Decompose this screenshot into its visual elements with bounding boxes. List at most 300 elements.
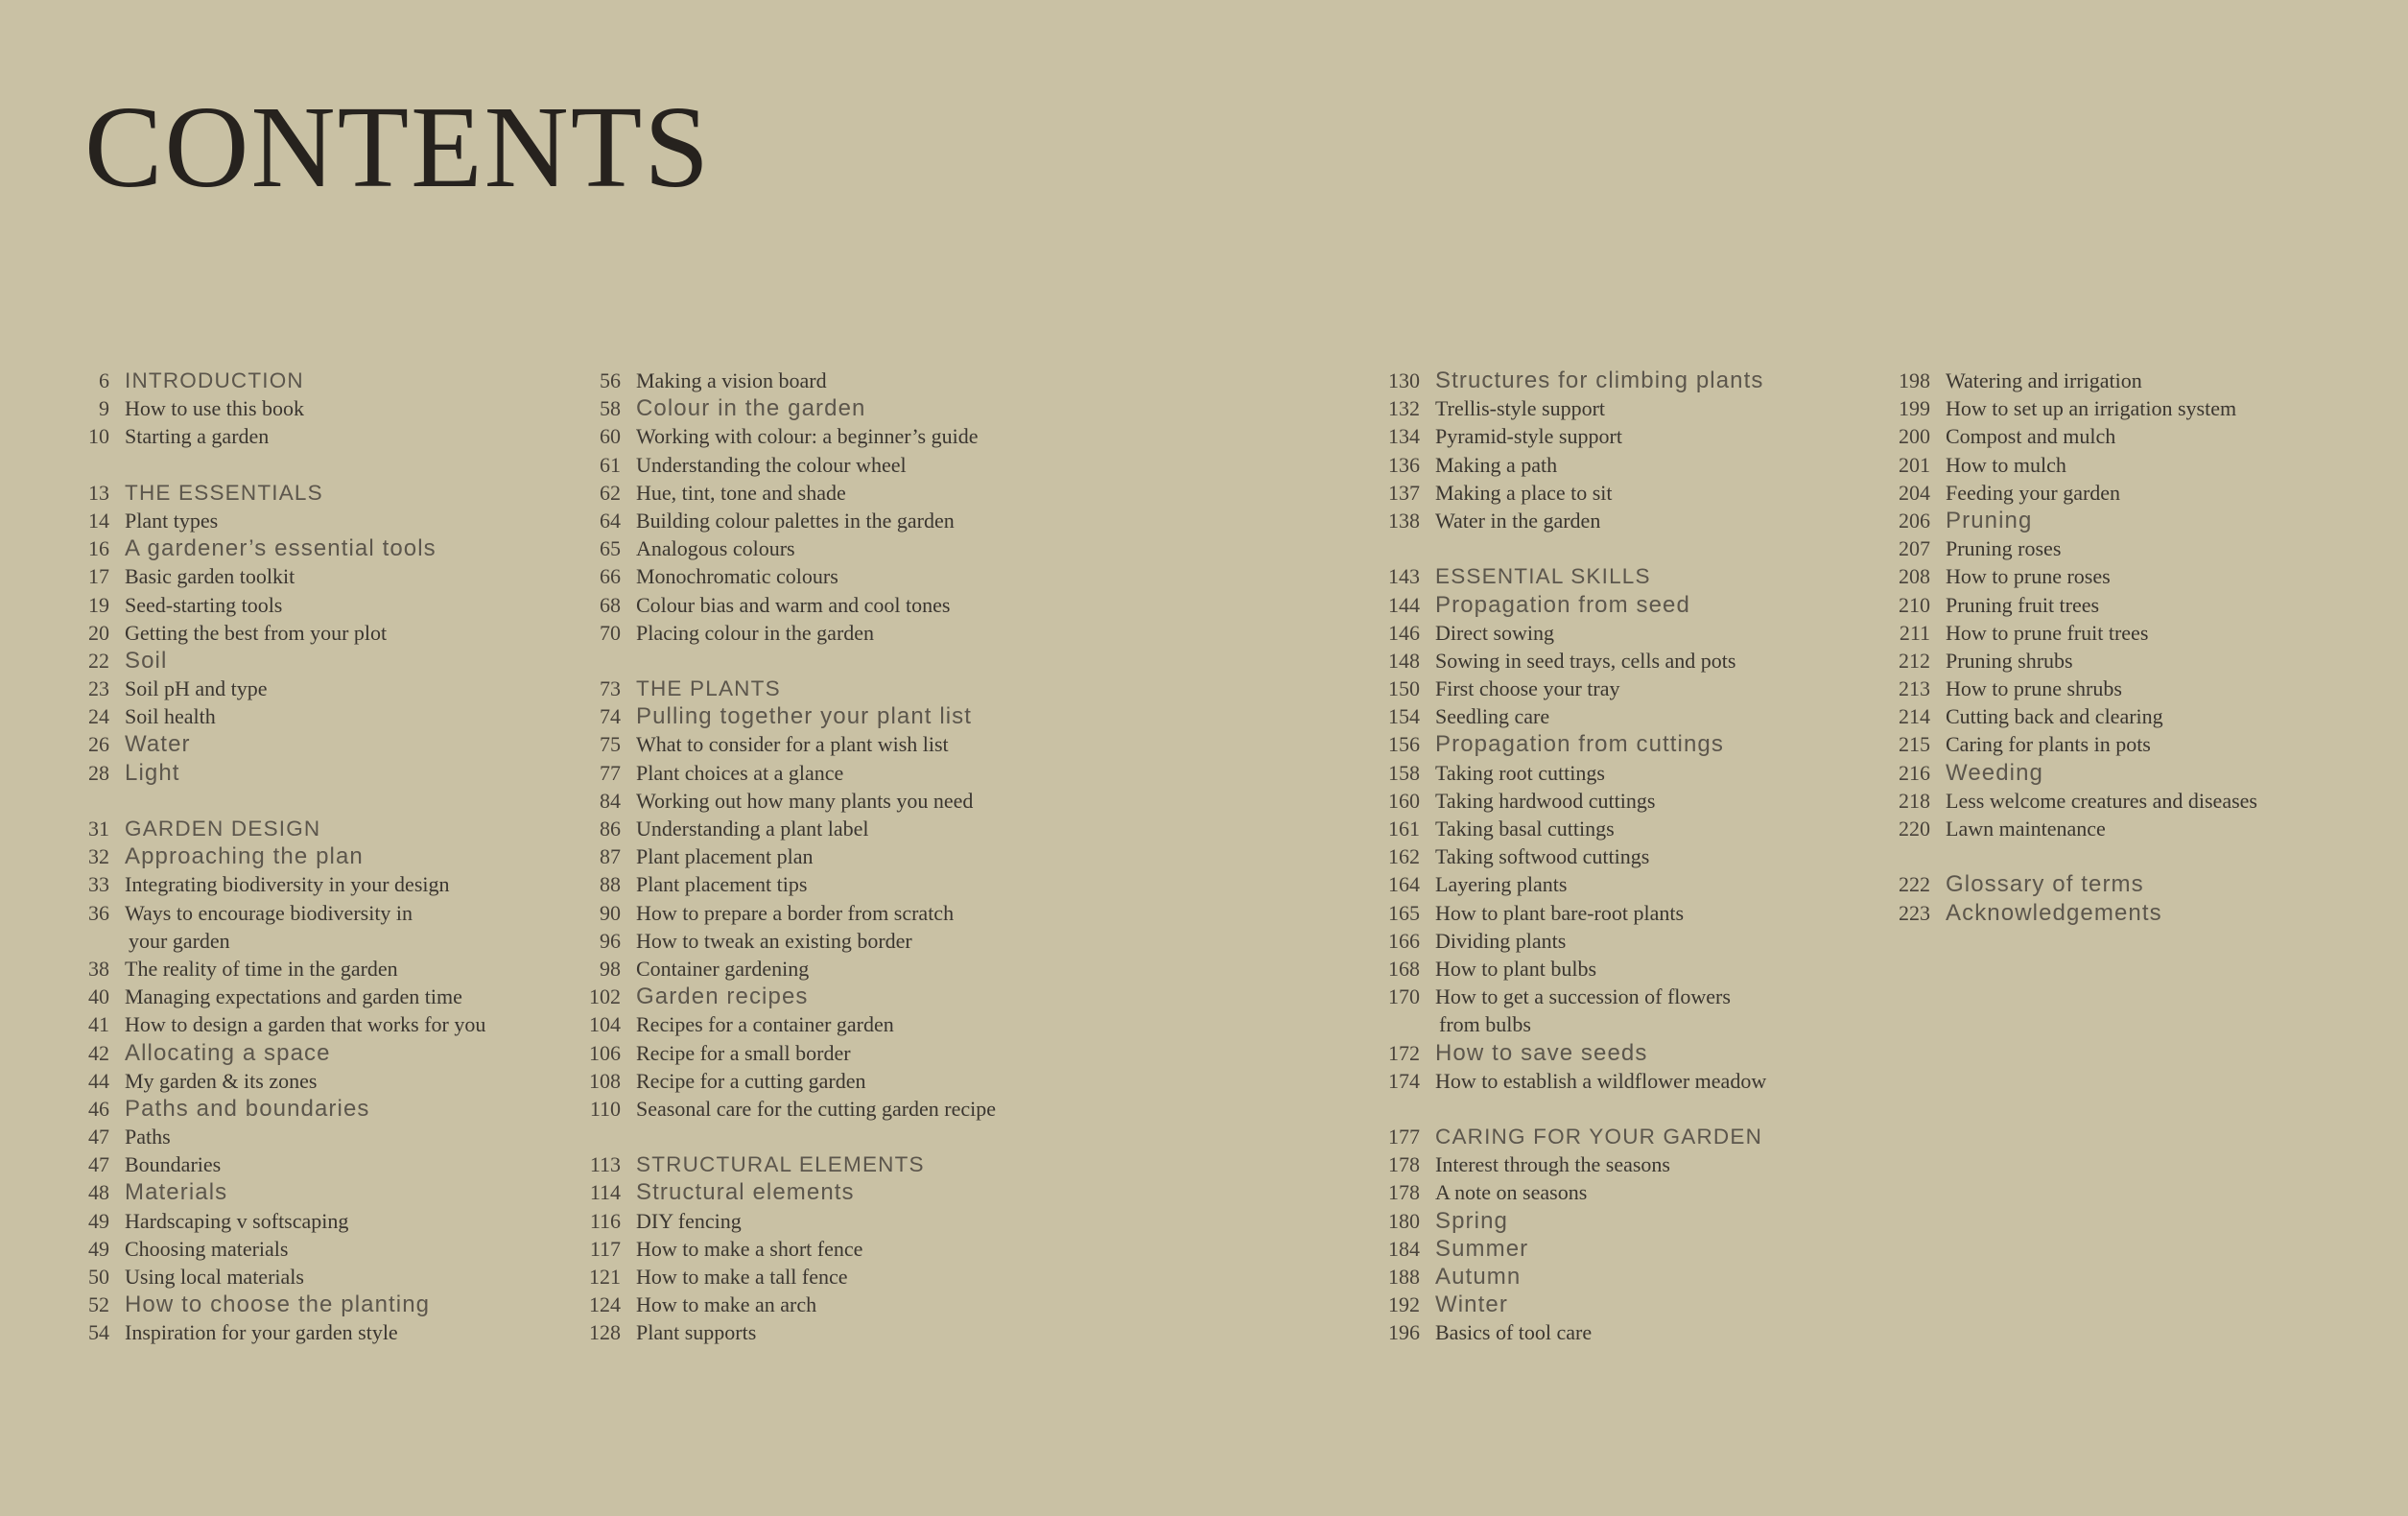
toc-page-number: 170 xyxy=(1388,984,1420,1009)
toc-entry[interactable] xyxy=(578,1207,1116,1235)
toc-page-number: 184 xyxy=(1388,1236,1420,1261)
toc-spacer xyxy=(1888,842,2408,870)
toc-entry[interactable] xyxy=(67,562,604,590)
toc-entry-label: Seed-starting tools xyxy=(125,592,283,617)
toc-page-number: 136 xyxy=(1388,452,1420,477)
toc-entry-continuation[interactable] xyxy=(1378,1010,1915,1038)
toc-page-number: 106 xyxy=(589,1040,621,1065)
toc-page-number: 24 xyxy=(88,704,109,729)
toc-spacer xyxy=(1378,534,1915,562)
toc-page-number: 222 xyxy=(1899,872,1930,897)
toc-page-number: 60 xyxy=(600,424,621,449)
toc-page-number: 66 xyxy=(600,564,621,589)
toc-entry[interactable] xyxy=(578,842,1116,870)
toc-heading: How to choose the planting xyxy=(125,1291,431,1318)
toc-section-title: THE PLANTS xyxy=(636,676,781,701)
toc-entry[interactable] xyxy=(578,591,1116,619)
toc-entry-label: Choosing materials xyxy=(125,1236,289,1261)
toc-entry[interactable] xyxy=(1888,675,2408,702)
toc-entry-label: How to make a tall fence xyxy=(636,1265,848,1289)
toc-entry-label: Plant placement tips xyxy=(636,872,808,897)
toc-entry[interactable] xyxy=(67,619,604,647)
toc-heading: Weeding xyxy=(1946,759,2043,786)
toc-page-number: 161 xyxy=(1388,817,1420,841)
toc-entry-continuation[interactable] xyxy=(67,927,604,955)
toc-entry-label: Plant placement plan xyxy=(636,844,814,869)
toc-page-number: 164 xyxy=(1388,872,1420,897)
toc-entry[interactable] xyxy=(1378,479,1915,507)
toc-page-number: 62 xyxy=(600,480,621,505)
toc-page-number: 134 xyxy=(1388,424,1420,449)
toc-page-number: 13 xyxy=(88,480,109,505)
toc-entry[interactable] xyxy=(67,1263,604,1291)
toc-entry[interactable] xyxy=(578,1150,1116,1178)
toc-page-number: 10 xyxy=(88,424,109,449)
toc-entry[interactable] xyxy=(578,1235,1116,1263)
toc-entry-label: Starting a garden xyxy=(125,424,270,449)
toc-entry[interactable] xyxy=(1378,955,1915,983)
toc-heading: Summer xyxy=(1435,1235,1529,1262)
toc-spacer xyxy=(578,1123,1116,1150)
toc-entry-label: Managing expectations and garden time xyxy=(125,984,462,1009)
toc-page-number: 74 xyxy=(600,704,621,729)
toc-entry[interactable] xyxy=(1378,367,1915,394)
toc-entry[interactable] xyxy=(67,1067,604,1095)
toc-entry-label: from bulbs xyxy=(1439,1012,1531,1037)
toc-entry[interactable] xyxy=(1378,451,1915,479)
toc-page-number: 150 xyxy=(1388,676,1420,701)
toc-entry[interactable] xyxy=(578,1039,1116,1067)
toc-entry-label: How to prepare a border from scratch xyxy=(636,900,955,925)
toc-entry[interactable] xyxy=(578,1095,1116,1123)
toc-heading: Colour in the garden xyxy=(636,395,866,422)
toc-entry-label: Dividing plants xyxy=(1435,928,1567,953)
toc-entry[interactable] xyxy=(578,619,1116,647)
toc-entry-label: Watering and irrigation xyxy=(1946,368,2142,392)
toc-entry[interactable] xyxy=(67,1039,604,1067)
toc-entry-label: your garden xyxy=(129,928,230,953)
toc-entry[interactable] xyxy=(578,870,1116,898)
toc-page-number: 98 xyxy=(600,956,621,981)
toc-entry[interactable] xyxy=(1888,759,2408,787)
toc-page-number: 188 xyxy=(1388,1265,1420,1289)
toc-page-number: 132 xyxy=(1388,396,1420,421)
toc-page-number: 128 xyxy=(589,1320,621,1345)
toc-entry-label: Sowing in seed trays, cells and pots xyxy=(1435,648,1736,673)
toc-entry-label: Recipe for a cutting garden xyxy=(636,1068,866,1093)
toc-page-number: 116 xyxy=(589,1208,621,1233)
toc-entry[interactable] xyxy=(578,534,1116,562)
toc-entry[interactable] xyxy=(578,675,1116,702)
page-title: CONTENTS xyxy=(84,83,712,212)
toc-page-number: 212 xyxy=(1899,648,1930,673)
toc-entry[interactable] xyxy=(1888,451,2408,479)
toc-entry[interactable] xyxy=(1378,759,1915,787)
toc-page-number: 130 xyxy=(1388,368,1420,392)
toc-entry[interactable] xyxy=(1378,1318,1915,1346)
toc-entry[interactable] xyxy=(1888,815,2408,842)
toc-entry-label: The reality of time in the garden xyxy=(125,956,398,981)
toc-spacer xyxy=(67,787,604,815)
toc-entry-label: Taking hardwood cuttings xyxy=(1435,788,1656,813)
toc-page-number: 44 xyxy=(88,1068,109,1093)
toc-page-number: 77 xyxy=(600,760,621,785)
toc-entry-label: Placing colour in the garden xyxy=(636,620,875,645)
toc-entry[interactable] xyxy=(1888,562,2408,590)
toc-page-number: 204 xyxy=(1899,480,1930,505)
toc-entry[interactable] xyxy=(67,534,604,562)
toc-page-number: 6 xyxy=(99,368,109,392)
toc-entry-label: Compost and mulch xyxy=(1946,424,2116,449)
toc-entry-label: Basics of tool care xyxy=(1435,1320,1593,1345)
toc-page-number: 47 xyxy=(88,1125,109,1149)
toc-entry-label: Building colour palettes in the garden xyxy=(636,508,955,533)
toc-entry[interactable] xyxy=(1378,730,1915,758)
toc-page-number: 113 xyxy=(589,1152,621,1177)
toc-page-number: 17 xyxy=(88,564,109,589)
toc-entry[interactable] xyxy=(578,759,1116,787)
toc-entry[interactable] xyxy=(1888,507,2408,534)
toc-entry[interactable] xyxy=(578,1067,1116,1095)
toc-page-number: 41 xyxy=(88,1012,109,1037)
toc-page-number: 114 xyxy=(589,1180,621,1205)
toc-heading: Structural elements xyxy=(636,1179,855,1206)
toc-entry[interactable] xyxy=(67,899,604,927)
toc-entry-label: Seasonal care for the cutting garden recipe xyxy=(636,1096,997,1121)
toc-entry[interactable] xyxy=(578,927,1116,955)
toc-entry[interactable] xyxy=(1378,591,1915,619)
toc-page-number: 16 xyxy=(88,536,109,561)
toc-heading: Propagation from cuttings xyxy=(1435,731,1724,758)
toc-entry-label: How to prune roses xyxy=(1946,564,2111,589)
toc-page-number: 178 xyxy=(1388,1152,1420,1177)
toc-entry[interactable] xyxy=(67,507,604,534)
toc-entry[interactable] xyxy=(67,394,604,422)
toc-entry[interactable] xyxy=(1888,367,2408,394)
toc-entry-label: Paths xyxy=(125,1125,171,1149)
toc-entry[interactable] xyxy=(578,367,1116,394)
toc-entry[interactable] xyxy=(1378,507,1915,534)
toc-entry[interactable] xyxy=(1378,619,1915,647)
toc-heading: Propagation from seed xyxy=(1435,591,1690,618)
toc-entry[interactable] xyxy=(578,730,1116,758)
toc-page-number: 9 xyxy=(99,396,109,421)
toc-entry[interactable] xyxy=(67,870,604,898)
toc-entry[interactable] xyxy=(578,955,1116,983)
toc-entry[interactable] xyxy=(67,983,604,1010)
toc-entry[interactable] xyxy=(578,479,1116,507)
toc-entry[interactable] xyxy=(1378,702,1915,730)
toc-entry[interactable] xyxy=(578,1291,1116,1318)
toc-heading: A gardener’s essential tools xyxy=(125,535,437,562)
toc-page-number: 96 xyxy=(600,928,621,953)
toc-entry-label: How to make a short fence xyxy=(636,1236,863,1261)
toc-entry[interactable] xyxy=(1378,1291,1915,1318)
toc-page-number: 42 xyxy=(88,1040,109,1065)
toc-page-number: 172 xyxy=(1388,1040,1420,1065)
toc-entry-label: Recipes for a container garden xyxy=(636,1012,894,1037)
toc-entry-label: Colour bias and warm and cool tones xyxy=(636,592,951,617)
toc-entry[interactable] xyxy=(67,1095,604,1123)
toc-entry[interactable] xyxy=(1888,534,2408,562)
toc-entry[interactable] xyxy=(1378,1150,1915,1178)
toc-entry[interactable] xyxy=(67,367,604,394)
toc-section-title: THE ESSENTIALS xyxy=(125,480,323,505)
toc-entry[interactable] xyxy=(1378,1207,1915,1235)
toc-entry-label: Basic garden toolkit xyxy=(125,564,295,589)
toc-entry-label: Getting the best from your plot xyxy=(125,620,388,645)
toc-heading: Water xyxy=(125,731,191,758)
toc-page-number: 40 xyxy=(88,984,109,1009)
toc-entry-label: Feeding your garden xyxy=(1946,480,2121,505)
toc-page-number: 84 xyxy=(600,788,621,813)
toc-page-number: 56 xyxy=(600,368,621,392)
toc-entry[interactable] xyxy=(67,1235,604,1263)
toc-entry[interactable] xyxy=(1378,562,1915,590)
toc-entry-label: Soil pH and type xyxy=(125,676,268,701)
toc-entry[interactable] xyxy=(578,451,1116,479)
toc-entry[interactable] xyxy=(1888,422,2408,450)
toc-entry[interactable] xyxy=(1378,870,1915,898)
toc-page-number: 148 xyxy=(1388,648,1420,673)
toc-entry[interactable] xyxy=(578,815,1116,842)
toc-entry-label: Cutting back and clearing xyxy=(1946,704,2163,729)
toc-entry-label: Using local materials xyxy=(125,1265,304,1289)
toc-entry[interactable] xyxy=(1378,1263,1915,1291)
toc-heading: Autumn xyxy=(1435,1264,1522,1290)
toc-column-1 xyxy=(67,367,604,1347)
toc-entry[interactable] xyxy=(67,1010,604,1038)
toc-heading: Glossary of terms xyxy=(1946,871,2144,898)
toc-heading: Approaching the plan xyxy=(125,843,364,870)
toc-entry[interactable] xyxy=(1378,1123,1915,1150)
toc-entry[interactable] xyxy=(1378,787,1915,815)
toc-entry[interactable] xyxy=(1378,899,1915,927)
toc-column-2 xyxy=(578,367,1116,1347)
toc-page-number: 177 xyxy=(1388,1125,1420,1149)
toc-entry-label: Monochromatic colours xyxy=(636,564,838,589)
toc-entry[interactable] xyxy=(67,1291,604,1318)
toc-page-number: 31 xyxy=(88,817,109,841)
toc-section-title: INTRODUCTION xyxy=(125,368,304,392)
toc-entry[interactable] xyxy=(67,1178,604,1206)
toc-page-number: 23 xyxy=(88,676,109,701)
toc-page-number: 38 xyxy=(88,956,109,981)
toc-heading: Materials xyxy=(125,1179,228,1206)
toc-page-number: 206 xyxy=(1899,508,1930,533)
toc-entry[interactable] xyxy=(1888,394,2408,422)
toc-entry-label: How to tweak an existing border xyxy=(636,928,912,953)
toc-page-number: 124 xyxy=(589,1292,621,1317)
toc-entry[interactable] xyxy=(67,842,604,870)
toc-entry-label: My garden & its zones xyxy=(125,1068,318,1093)
toc-entry[interactable] xyxy=(67,955,604,983)
toc-entry-label: Caring for plants in pots xyxy=(1946,732,2151,757)
toc-entry-label: How to plant bare-root plants xyxy=(1435,900,1685,925)
toc-page-number: 64 xyxy=(600,508,621,533)
toc-section-title: STRUCTURAL ELEMENTS xyxy=(636,1152,925,1177)
toc-page-number: 208 xyxy=(1899,564,1930,589)
toc-entry[interactable] xyxy=(1888,702,2408,730)
toc-entry[interactable] xyxy=(67,759,604,787)
toc-entry[interactable] xyxy=(1378,1178,1915,1206)
toc-page-number: 65 xyxy=(600,536,621,561)
toc-entry-label: Making a path xyxy=(1435,452,1558,477)
toc-entry[interactable] xyxy=(578,899,1116,927)
toc-page-number: 73 xyxy=(600,676,621,701)
toc-entry[interactable] xyxy=(578,1178,1116,1206)
toc-entry-label: How to design a garden that works for you xyxy=(125,1012,486,1037)
toc-entry[interactable] xyxy=(578,507,1116,534)
toc-entry[interactable] xyxy=(67,647,604,675)
toc-entry-label: Plant types xyxy=(125,508,219,533)
toc-entry[interactable] xyxy=(1378,983,1915,1010)
toc-page-number: 200 xyxy=(1899,424,1930,449)
toc-entry[interactable] xyxy=(1378,842,1915,870)
toc-heading: Allocating a space xyxy=(125,1039,331,1066)
toc-page-number: 168 xyxy=(1388,956,1420,981)
toc-entry[interactable] xyxy=(578,1263,1116,1291)
toc-entry-label: Container gardening xyxy=(636,956,810,981)
toc-entry-label: Seedling care xyxy=(1435,704,1550,729)
toc-entry[interactable] xyxy=(67,1123,604,1150)
toc-entry[interactable] xyxy=(1378,394,1915,422)
toc-page-number: 180 xyxy=(1388,1208,1420,1233)
toc-entry[interactable] xyxy=(1378,1235,1915,1263)
toc-heading: Paths and boundaries xyxy=(125,1095,370,1122)
toc-entry[interactable] xyxy=(1888,787,2408,815)
toc-entry[interactable] xyxy=(578,1318,1116,1346)
toc-entry[interactable] xyxy=(1378,815,1915,842)
toc-entry[interactable] xyxy=(1888,591,2408,619)
toc-entry[interactable] xyxy=(1378,647,1915,675)
toc-entry-label: Hardscaping v softscaping xyxy=(125,1208,349,1233)
toc-page-number: 28 xyxy=(88,760,109,785)
toc-section-title: GARDEN DESIGN xyxy=(125,817,321,841)
toc-heading: Winter xyxy=(1435,1291,1508,1318)
toc-entry[interactable] xyxy=(1888,899,2408,927)
toc-section-title: ESSENTIAL SKILLS xyxy=(1435,564,1651,589)
toc-entry[interactable] xyxy=(67,730,604,758)
toc-section-title: CARING FOR YOUR GARDEN xyxy=(1435,1125,1763,1149)
toc-entry[interactable] xyxy=(67,815,604,842)
toc-page-number: 201 xyxy=(1899,452,1930,477)
toc-entry[interactable] xyxy=(1378,927,1915,955)
toc-page-number: 52 xyxy=(88,1292,109,1317)
toc-page-number: 213 xyxy=(1899,676,1930,701)
toc-entry-label: How to make an arch xyxy=(636,1292,817,1317)
toc-entry-label: How to get a succession of flowers xyxy=(1435,984,1731,1009)
toc-page-number: 218 xyxy=(1899,788,1930,813)
toc-page-number: 198 xyxy=(1899,368,1930,392)
toc-entry-label: Hue, tint, tone and shade xyxy=(636,480,846,505)
toc-entry[interactable] xyxy=(1378,422,1915,450)
toc-heading: How to save seeds xyxy=(1435,1039,1648,1066)
toc-entry-label: Taking root cuttings xyxy=(1435,760,1605,785)
toc-page-number: 68 xyxy=(600,592,621,617)
toc-heading: Soil xyxy=(125,647,168,674)
toc-entry-label: Pruning fruit trees xyxy=(1946,592,2100,617)
toc-entry-label: Understanding a plant label xyxy=(636,817,869,841)
toc-entry-label: Making a place to sit xyxy=(1435,480,1613,505)
toc-page-number: 138 xyxy=(1388,508,1420,533)
toc-entry[interactable] xyxy=(578,983,1116,1010)
toc-heading: Structures for climbing plants xyxy=(1435,367,1764,393)
toc-page-number: 154 xyxy=(1388,704,1420,729)
toc-entry[interactable] xyxy=(1888,870,2408,898)
toc-page-number: 54 xyxy=(88,1320,109,1345)
toc-entry-label: How to set up an irrigation system xyxy=(1946,396,2237,421)
toc-column-4 xyxy=(1888,367,2408,927)
toc-entry[interactable] xyxy=(67,1150,604,1178)
toc-page-number: 33 xyxy=(88,872,109,897)
toc-entry[interactable] xyxy=(67,422,604,450)
toc-page-number: 214 xyxy=(1899,704,1930,729)
toc-page-number: 20 xyxy=(88,620,109,645)
toc-entry-label: Layering plants xyxy=(1435,872,1568,897)
toc-page-number: 49 xyxy=(88,1208,109,1233)
toc-page-number: 207 xyxy=(1899,536,1930,561)
toc-page-number: 32 xyxy=(88,844,109,869)
toc-entry[interactable] xyxy=(1378,1039,1915,1067)
toc-entry[interactable] xyxy=(1378,675,1915,702)
toc-entry[interactable] xyxy=(578,1010,1116,1038)
toc-page-number: 178 xyxy=(1388,1180,1420,1205)
toc-page-number: 144 xyxy=(1388,592,1420,617)
toc-page-number: 88 xyxy=(600,872,621,897)
toc-entry[interactable] xyxy=(67,1207,604,1235)
toc-entry-label: Plant supports xyxy=(636,1320,757,1345)
toc-column-3 xyxy=(1378,367,1915,1347)
toc-entry-label: Inspiration for your garden style xyxy=(125,1320,398,1345)
toc-entry-label: Trellis-style support xyxy=(1435,396,1606,421)
toc-entry[interactable] xyxy=(67,675,604,702)
toc-entry[interactable] xyxy=(578,562,1116,590)
toc-entry-label: Integrating biodiversity in your design xyxy=(125,872,450,897)
toc-page-number: 162 xyxy=(1388,844,1420,869)
toc-entry[interactable] xyxy=(67,702,604,730)
toc-page-number: 70 xyxy=(600,620,621,645)
toc-page-number: 49 xyxy=(88,1236,109,1261)
toc-spacer xyxy=(67,451,604,479)
toc-entry[interactable] xyxy=(67,591,604,619)
toc-page-number: 104 xyxy=(589,1012,621,1037)
toc-entry[interactable] xyxy=(1888,619,2408,647)
toc-page-number: 160 xyxy=(1388,788,1420,813)
toc-entry-label: Pruning roses xyxy=(1946,536,2062,561)
toc-entry[interactable] xyxy=(67,1318,604,1346)
toc-entry[interactable] xyxy=(578,702,1116,730)
toc-entry-label: Pyramid-style support xyxy=(1435,424,1622,449)
toc-entry[interactable] xyxy=(67,479,604,507)
toc-page-number: 158 xyxy=(1388,760,1420,785)
toc-page-number: 19 xyxy=(88,592,109,617)
toc-page-number: 14 xyxy=(88,508,109,533)
toc-page-number: 87 xyxy=(600,844,621,869)
toc-entry[interactable] xyxy=(1888,647,2408,675)
toc-entry-label: Water in the garden xyxy=(1435,508,1601,533)
toc-entry[interactable] xyxy=(1888,479,2408,507)
toc-entry[interactable] xyxy=(1378,1067,1915,1095)
toc-entry[interactable] xyxy=(1888,730,2408,758)
toc-entry[interactable] xyxy=(578,422,1116,450)
toc-entry-label: Understanding the colour wheel xyxy=(636,452,907,477)
toc-entry[interactable] xyxy=(578,394,1116,422)
toc-page-number: 48 xyxy=(88,1180,109,1205)
toc-entry-label: Pruning shrubs xyxy=(1946,648,2073,673)
toc-page-number: 143 xyxy=(1388,564,1420,589)
toc-entry[interactable] xyxy=(578,787,1116,815)
